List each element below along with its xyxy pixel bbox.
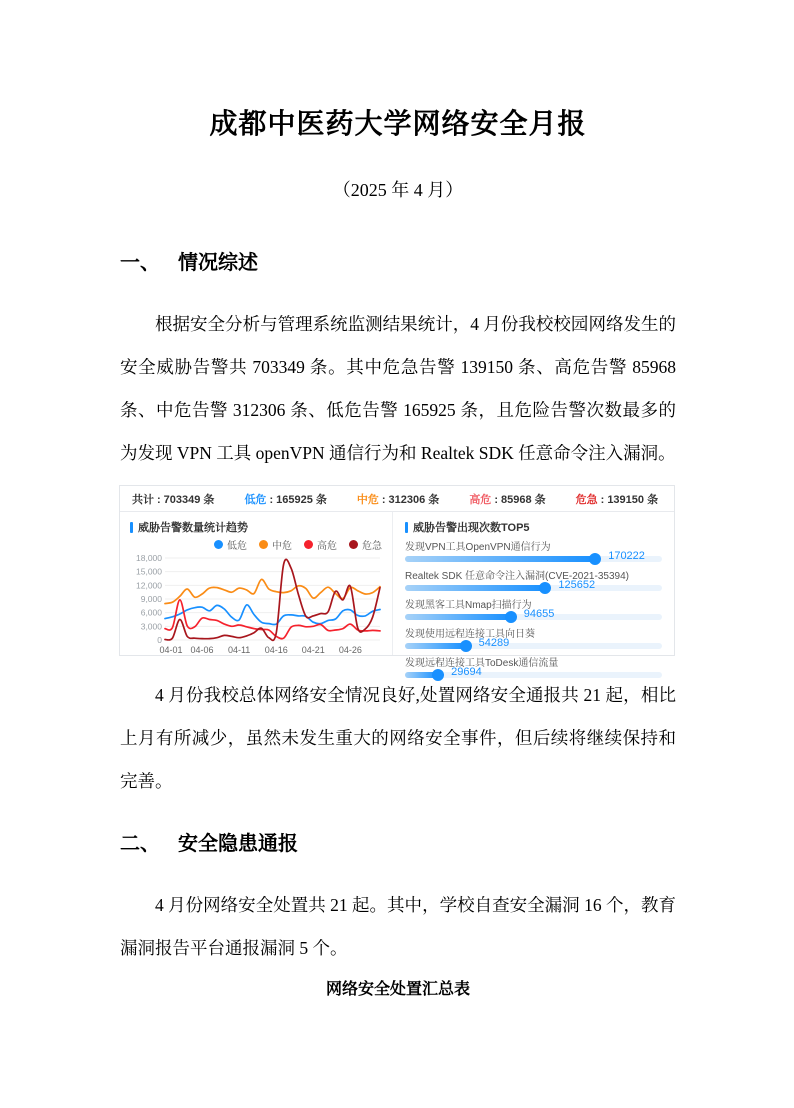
top5-label: 发现使用远程连接工具向日葵: [405, 629, 535, 640]
svg-text:15,000: 15,000: [136, 566, 162, 577]
svg-text:04-26: 04-26: [338, 645, 362, 655]
top5-label: 发现黑客工具Nmap扫描行为: [405, 600, 532, 611]
stat-value-high: 85968 条: [500, 493, 546, 506]
accent-bar-icon: [130, 522, 133, 533]
svg-text:18,000: 18,000: [136, 553, 162, 563]
stat-value-medium: 312306 条: [388, 493, 440, 506]
legend-dot-icon: [259, 540, 268, 549]
section2-paragraph-1: 4 月份网络安全处置共 21 起。其中，学校自查安全漏洞 16 个，教育漏洞报告平台通报漏洞 5 个。: [120, 895, 676, 958]
accent-bar-icon: [405, 522, 408, 533]
stat-label-total: 共计: [132, 493, 154, 506]
stat-item: 低危 : 165925 条: [244, 493, 327, 506]
stat-label-medium: 中危: [356, 493, 379, 506]
trend-chart-panel: [120, 512, 392, 655]
legend-dot-icon: [349, 540, 358, 549]
top5-list: [405, 538, 662, 678]
top5-value: 54289: [478, 637, 510, 649]
svg-text:04-21: 04-21: [301, 645, 325, 655]
svg-text:04-11: 04-11: [227, 645, 251, 655]
top5-label: 发现VPN工具OpenVPN通信行为: [405, 542, 551, 553]
table-caption: 网络安全处置汇总表: [325, 981, 470, 998]
top5-bar-track: [405, 637, 662, 649]
bar-endpoint-dot: [589, 553, 601, 565]
legend-item: 危急: [349, 537, 382, 552]
svg-text:0: 0: [157, 635, 162, 645]
top5-value: 125652: [558, 579, 596, 591]
bar-endpoint-dot: [505, 611, 517, 623]
top5-label: 发现远程连接工具ToDesk通信流量: [405, 658, 559, 669]
svg-text:12,000: 12,000: [136, 580, 162, 591]
stat-item: 高危 : 85968 条: [469, 493, 546, 506]
top5-value: 29694: [451, 666, 482, 678]
legend-item: 高危: [304, 537, 337, 552]
stat-value-low: 165925 条: [276, 493, 327, 506]
svg-text:6,000: 6,000: [140, 607, 162, 618]
svg-text:04-06: 04-06: [190, 645, 214, 655]
bar-endpoint-dot: [539, 582, 551, 594]
top5-bar: [405, 614, 511, 620]
stat-label-low: 低危: [244, 493, 267, 506]
legend-dot-icon: [304, 540, 313, 549]
stat-label-high: 高危: [469, 493, 492, 506]
section1-title: 情况综述: [178, 252, 258, 274]
top5-bar: [405, 585, 545, 591]
top5-row: [405, 625, 662, 649]
section1-heading: [120, 246, 676, 275]
section2-heading: [120, 827, 676, 856]
legend-item: 低危: [214, 537, 247, 552]
svg-text:04-16: 04-16: [264, 645, 288, 655]
stat-item: 共计 : 703349 条: [132, 493, 215, 506]
page-title: 成都中医药大学网络安全月报: [209, 109, 587, 140]
svg-text:04-01: 04-01: [159, 645, 183, 655]
trend-line-chart: [130, 553, 386, 657]
top5-bar-track: [405, 550, 662, 562]
stat-item: 中危 : 312306 条: [356, 493, 440, 506]
section1-number: 一、: [120, 252, 160, 274]
section2-number: 二、: [120, 833, 160, 855]
security-dashboard-screenshot: [119, 485, 675, 678]
stat-label-critical: 危急: [575, 493, 598, 506]
alert-stats-bar: [120, 486, 674, 512]
stat-value-total: 703349 条: [163, 493, 215, 506]
top5-panel: [392, 512, 674, 678]
top5-label: Realtek SDK 任意命令注入漏洞(CVE-2021-35394): [405, 571, 629, 582]
stat-item: 危急 : 139150 条: [575, 493, 659, 506]
top5-row: [405, 567, 662, 591]
bar-endpoint-dot: [460, 640, 472, 652]
svg-text:9,000: 9,000: [140, 594, 162, 604]
top5-bar: [405, 643, 466, 649]
section1-paragraph-2: 4 月份我校总体网络安全情况良好,处置网络安全通报共 21 起，相比上月有所减少，虽然未发生重大的网络安全事件，但后续将继续保持和完善。: [120, 685, 676, 791]
section2-title: 安全隐患通报: [178, 833, 298, 855]
legend-item: 中危: [259, 537, 292, 552]
svg-text:3,000: 3,000: [140, 621, 162, 632]
top5-row: [405, 654, 662, 678]
top5-bar: [405, 672, 438, 678]
top5-value: 94655: [523, 608, 555, 620]
section1-paragraph-1: 根据安全分析与管理系统监测结果统计，4 月份我校校园网络发生的安全威胁告警共 703349 条。其中危急告警 139150 条、高危告警 85968 条、中危告警 312306 条、低危告警 165925 条，且危险告警次数最多的为发现 VPN 工具 openVPN 通信行为和 Realtek SDK 任意命令注入漏洞。: [120, 314, 676, 463]
trend-panel-title: 威胁告警数量统计趋势: [130, 519, 386, 535]
legend-dot-icon: [214, 540, 223, 549]
report-date: （2025 年 4 月）: [332, 180, 464, 200]
top5-row: [405, 596, 662, 620]
stat-value-critical: 139150 条: [607, 493, 659, 506]
top5-value: 170222: [608, 550, 645, 562]
top5-bar-track: [405, 579, 662, 591]
top5-row: [405, 538, 662, 562]
top5-bar: [405, 556, 595, 562]
top5-bar-track: [405, 608, 662, 620]
top5-panel-title: 威胁告警出现次数TOP5: [405, 519, 662, 535]
trend-legend: [130, 537, 386, 552]
top5-bar-track: [405, 666, 662, 678]
